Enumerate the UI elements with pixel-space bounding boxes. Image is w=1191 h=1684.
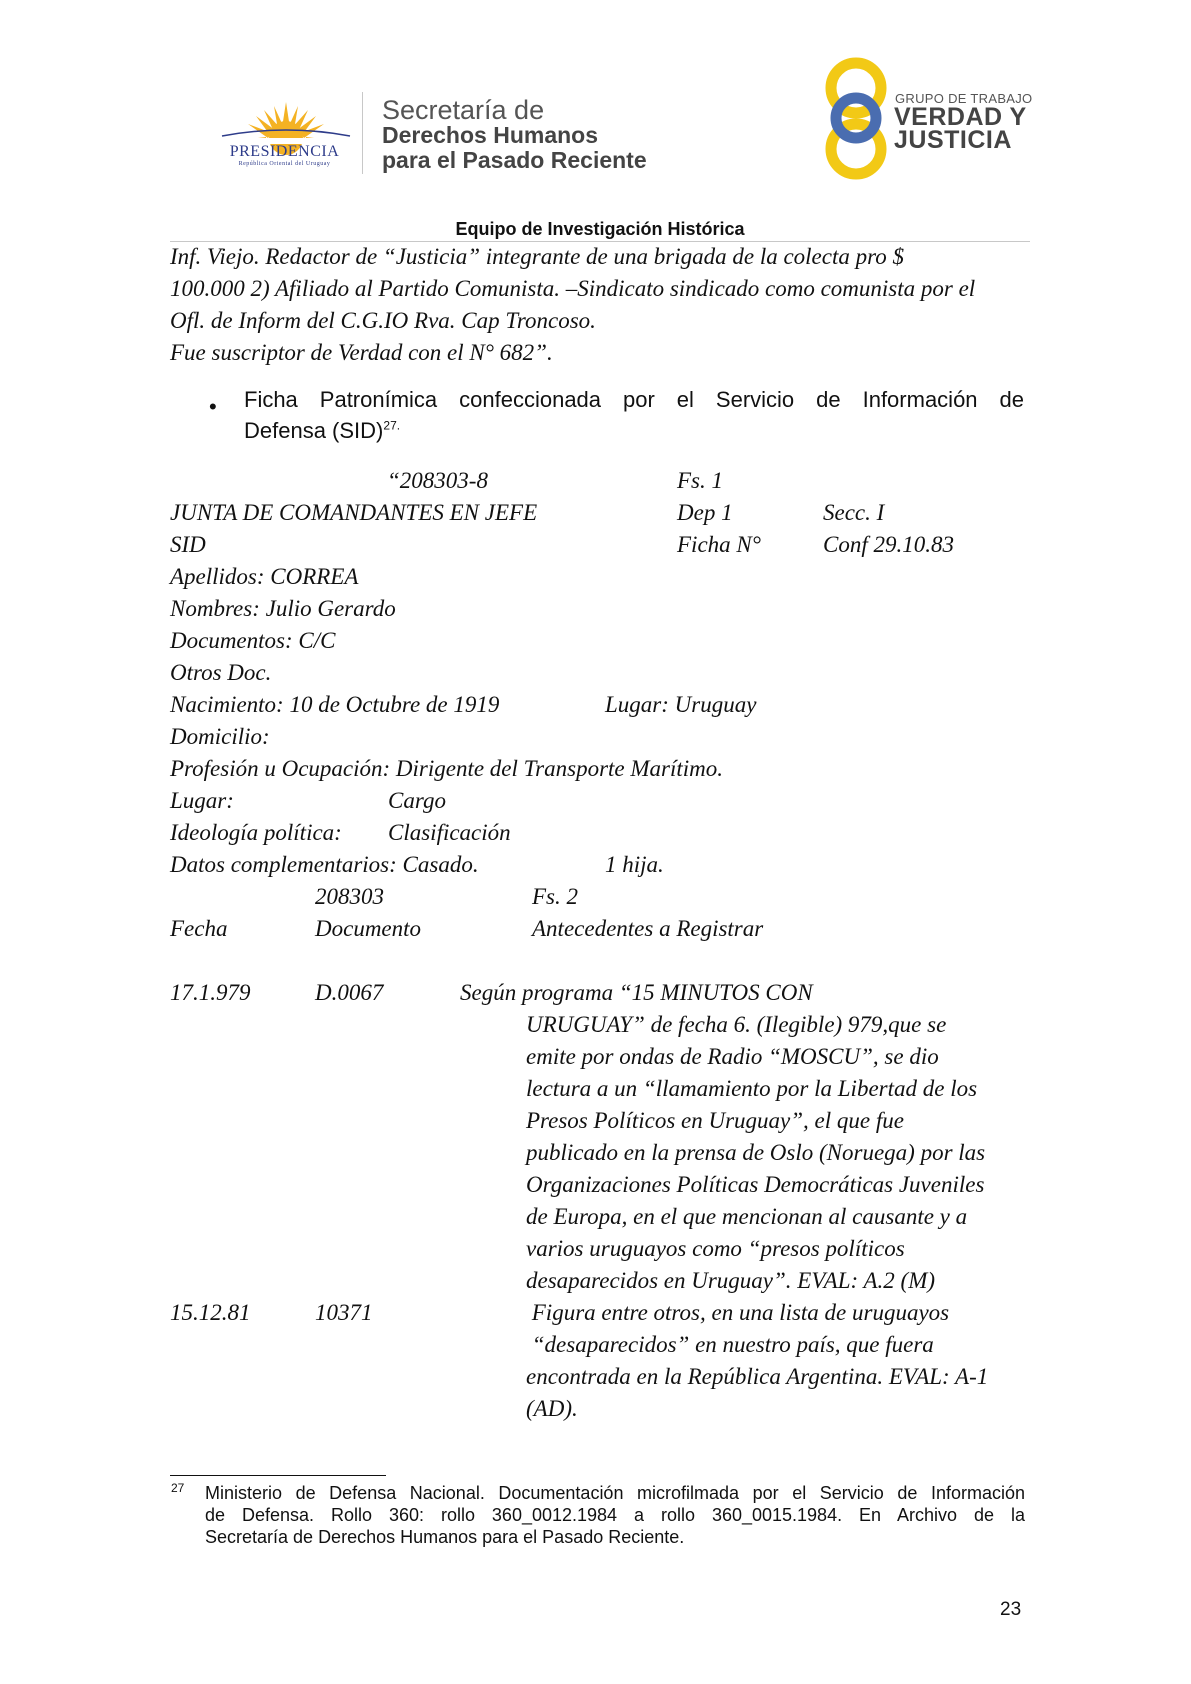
col-header-antecedentes: Antecedentes a Registrar [532,916,764,941]
secretaria-line-3: para el Pasado Reciente [382,147,647,173]
ficha-otros-doc: Otros Doc. [170,660,272,685]
entry-1-text-first: Según programa “15 MINUTOS CON [460,980,813,1005]
footnote-number: 27 [171,1481,185,1495]
secretaria-line-1: Secretaría de [382,95,545,125]
heading-rule [170,241,1030,242]
footnote-rule [170,1475,386,1476]
ficha-lugar: Lugar: [170,788,234,813]
entry-1-line: varios uruguayos como “presos políticos [526,1236,905,1261]
ficha-sid: SID [170,532,206,557]
entry-1-line: emite por ondas de Radio “MOSCU”, se dio [526,1044,939,1069]
ficha-dep: Dep 1 [677,500,733,525]
bullet-line-1: Ficha Patronímica confeccionada por el Servicio de Información de [244,387,1024,412]
bullet-dot: • [209,394,217,419]
entry-1-line: de Europa, en el que mencionan al causante y a [526,1204,968,1229]
entry-1-fecha: 17.1.979 [170,980,251,1005]
vyj-line-1: GRUPO DE TRABAJO [895,91,1033,106]
footnote-line-1: Ministerio de Defensa Nacional. Documentación microfilmada por el Servicio de Información [205,1483,1025,1503]
bullet-line-2-text: Defensa (SID) [244,418,384,443]
ficha-documentos: Documentos: C/C [170,628,336,653]
presidencia-subtitle: República Oriental del Uruguay [238,161,331,167]
vyj-line-3: JUSTICIA [894,126,1012,154]
header-divider [362,92,363,174]
ficha-clasificacion: Clasificación [388,820,511,845]
ficha-fs2: Fs. 2 [532,884,578,909]
footnote-ref: 27. [383,418,401,433]
entry-2-text-first: Figura entre otros, en una lista de uruguayos [526,1300,950,1325]
entry-2-fecha: 15.12.81 [170,1300,251,1325]
ficha-nombres: Nombres: Julio Gerardo [170,596,396,621]
entry-1-line: lectura a un “llamamiento por la Libertad de los [526,1076,978,1101]
ficha-apellidos: Apellidos: CORREA [170,564,359,589]
entry-2-line: encontrada en la República Argentina. EVAL: A-1 [526,1364,989,1389]
entry-1-line: desaparecidos en Uruguay”. EVAL: A.2 (M) [526,1268,936,1293]
entry-1-documento: D.0067 [315,980,384,1005]
ficha-number-2: 208303 [315,884,384,909]
ficha-cargo: Cargo [388,788,446,813]
ficha-hija: 1 hija. [605,852,664,877]
ficha-profesion: Profesión u Ocupación: Dirigente del Transporte Marítimo. [170,756,724,781]
ficha-number: “208303-8 [387,468,488,493]
ficha-conf: Conf 29.10.83 [823,532,954,557]
page-number: 23 [1000,1599,1022,1620]
page-heading: Equipo de Investigación Histórica [455,219,745,239]
ficha-datos: Datos complementarios: Casado. [170,852,479,877]
quote-line-1: Inf. Viejo. Redactor de “Justicia” integrante de una brigada de la colecta pro $ [170,244,904,269]
ficha-domicilio: Domicilio: [170,724,270,749]
secretaria-line-2: Derechos Humanos [382,122,599,148]
bullet-line-2 [244,418,400,444]
entry-2-line: “desaparecidos” en nuestro país, que fuera [526,1332,934,1357]
entry-1-line: Organizaciones Políticas Democráticas Juveniles [526,1172,985,1197]
entry-2-documento: 10371 [315,1300,373,1325]
presidencia-label: PRESIDENCIA [229,143,340,160]
quote-line-3: Ofl. de Inform del C.G.IO Rva. Cap Troncoso. [170,308,596,333]
vyj-line-2: VERDAD Y [894,103,1027,131]
footnote-line-3: Secretaría de Derechos Humanos para el Pasado Reciente. [205,1527,685,1547]
ficha-no: Ficha N° [677,532,761,557]
ficha-ideologia: Ideología política: [170,820,342,845]
ficha-lugar-nac: Lugar: Uruguay [605,692,757,717]
col-header-documento: Documento [315,916,422,941]
entry-1-line: publicado en la prensa de Oslo (Noruega) por las [526,1140,986,1165]
ficha-secc: Secc. I [823,500,885,525]
col-header-fecha: Fecha [170,916,228,941]
entry-1-line: URUGUAY” de fecha 6. (Ilegible) 979,que se [526,1012,947,1037]
footnote-line-2: de Defensa. Rollo 360: rollo 360_0012.1984 a rollo 360_0015.1984. En Archivo de la [205,1505,1025,1525]
quote-line-2: 100.000 2) Afiliado al Partido Comunista. –Sindicato sindicado como comunista por el [170,276,976,301]
entry-2-line: (AD). [526,1396,578,1421]
entry-1-line: Presos Políticos en Uruguay”, el que fue [526,1108,904,1133]
quote-line-4: Fue suscriptor de Verdad con el N° 682”. [170,340,553,365]
ficha-nacimiento: Nacimiento: 10 de Octubre de 1919 [170,692,500,717]
ficha-fs1: Fs. 1 [677,468,723,493]
verdad-justicia-rings-logo [818,56,894,182]
ficha-junta: JUNTA DE COMANDANTES EN JEFE [170,500,538,525]
